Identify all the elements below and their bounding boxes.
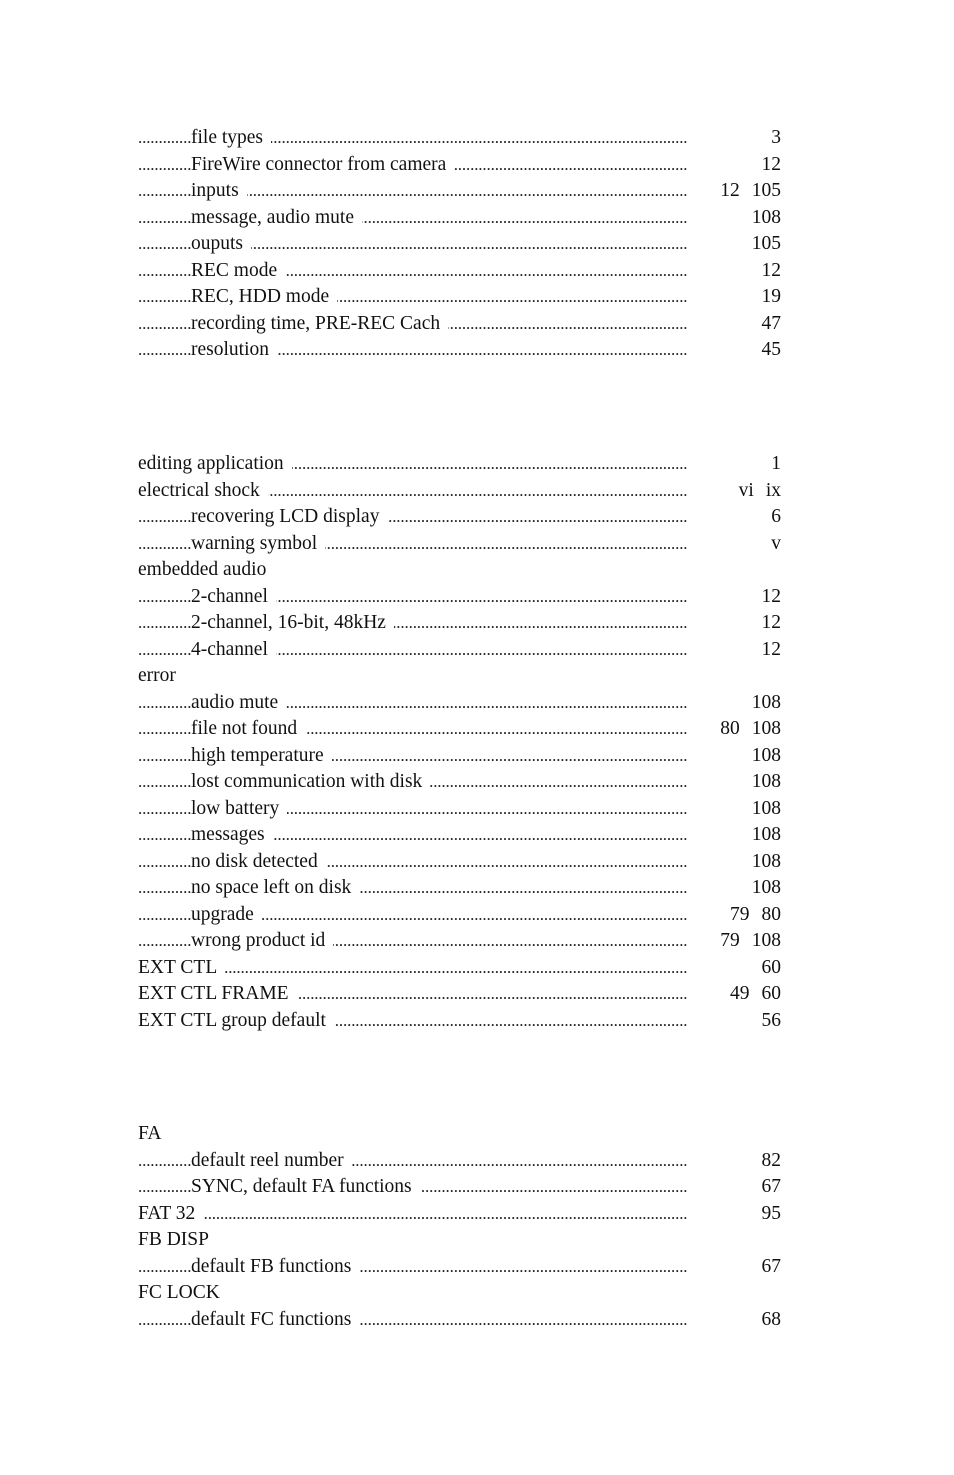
index-entry xyxy=(138,1227,781,1254)
index-term: no disk detected xyxy=(191,851,326,872)
index-page-refs xyxy=(749,205,781,232)
page-number: 108 xyxy=(751,206,781,228)
index-page-refs xyxy=(717,928,781,955)
page-number: 12 xyxy=(761,153,781,175)
page-number: 60 xyxy=(761,983,781,1004)
index-section-continued xyxy=(138,125,781,364)
index-page-refs xyxy=(759,955,782,982)
index-subentry xyxy=(138,690,781,717)
index-term: REC mode xyxy=(191,260,285,281)
index-entry xyxy=(138,451,781,478)
index-page-refs xyxy=(759,610,782,637)
page-number: 12 xyxy=(761,585,781,607)
index-term: file not found xyxy=(191,718,305,739)
index-page-refs xyxy=(759,311,782,338)
index-page-refs xyxy=(736,478,781,505)
index-entry xyxy=(138,1280,781,1307)
index-subentry xyxy=(138,849,781,876)
page-number: vi xyxy=(738,479,754,501)
index-subentry xyxy=(138,125,781,152)
page-number: 108 xyxy=(751,771,781,792)
index-page-refs xyxy=(759,584,782,611)
index-term: warning symbol xyxy=(191,533,325,554)
index-page-refs xyxy=(759,1254,782,1281)
index-subentry xyxy=(138,902,781,929)
page-number: 105 xyxy=(751,233,781,254)
index-term: 2-channel xyxy=(191,586,276,607)
index-term: default FB functions xyxy=(191,1256,359,1277)
page-number: 49 xyxy=(730,983,750,1004)
index-term: editing application xyxy=(138,453,292,474)
index-page-refs xyxy=(759,1174,782,1201)
index-subentry xyxy=(138,311,781,338)
page-number: 80 xyxy=(720,718,740,739)
index-term: electrical shock xyxy=(138,480,268,501)
index-page-refs xyxy=(768,451,781,478)
page-number: 6 xyxy=(771,506,781,527)
index-term: low battery xyxy=(191,798,287,819)
index-subentry xyxy=(138,205,781,232)
page-number: 67 xyxy=(761,1255,781,1277)
index-section-e xyxy=(138,451,781,1034)
index-page-refs xyxy=(727,902,781,929)
index-entry xyxy=(138,478,781,505)
index-term: FA xyxy=(138,1123,169,1144)
index-subentry xyxy=(138,769,781,796)
page-number: 95 xyxy=(761,1202,781,1224)
index-term: EXT CTL xyxy=(138,957,225,978)
page-number: 1 xyxy=(771,453,781,474)
index-subentry xyxy=(138,1174,781,1201)
index-term: FAT 32 xyxy=(138,1203,203,1224)
index-subentry xyxy=(138,875,781,902)
index-term: audio mute xyxy=(191,692,286,713)
page-number: 68 xyxy=(761,1308,781,1330)
index-page-refs xyxy=(759,258,782,285)
index-page-refs xyxy=(749,822,781,849)
index-subentry xyxy=(138,1307,781,1334)
index-page-refs xyxy=(749,743,781,770)
page-number: 12 xyxy=(761,638,781,660)
index-term: 4-channel xyxy=(191,639,276,660)
index-entry xyxy=(138,663,781,690)
index-term: FC LOCK xyxy=(138,1282,228,1303)
page-number: 108 xyxy=(751,718,781,739)
page-number: ix xyxy=(765,479,781,501)
page-number: 108 xyxy=(751,797,781,819)
index-page-refs xyxy=(768,504,781,531)
index-term: 2-channel, 16-bit, 48kHz xyxy=(191,612,394,633)
index-entry xyxy=(138,1008,781,1035)
index-term: default FC functions xyxy=(191,1309,359,1330)
index-subentry xyxy=(138,822,781,849)
index-page-refs xyxy=(759,1307,782,1334)
page-number: 45 xyxy=(761,339,781,360)
page-number: 67 xyxy=(761,1176,781,1197)
index-term: REC, HDD mode xyxy=(191,286,337,307)
index-subentry xyxy=(138,231,781,258)
page-number: 3 xyxy=(771,127,781,148)
index-subentry xyxy=(138,584,781,611)
index-term: EXT CTL FRAME xyxy=(138,983,297,1004)
index-term: FireWire connector from camera xyxy=(191,154,454,175)
index-page-refs xyxy=(749,690,781,717)
index-page-refs xyxy=(759,637,782,664)
index-term: default reel number xyxy=(191,1150,352,1171)
page-number: 105 xyxy=(751,180,781,201)
index-subentry xyxy=(138,796,781,823)
index-subentry xyxy=(138,1148,781,1175)
index-term: high temperature xyxy=(191,745,332,766)
page-number: 12 xyxy=(761,612,781,633)
page-number: 19 xyxy=(761,286,781,307)
index-term: inputs xyxy=(191,180,247,201)
index-page-refs xyxy=(759,152,782,179)
index-term: message, audio mute xyxy=(191,207,362,228)
index-term: recording time, PRE-REC Cach xyxy=(191,313,448,334)
index-page-refs xyxy=(759,337,782,364)
index-entry xyxy=(138,955,781,982)
index-subentry xyxy=(138,743,781,770)
page-number: 108 xyxy=(751,824,781,845)
index-subentry xyxy=(138,716,781,743)
page-number: 82 xyxy=(761,1149,781,1171)
index-term: error xyxy=(138,665,184,686)
index-term: wrong product id xyxy=(191,930,333,951)
index-page-refs xyxy=(759,284,782,311)
index-section-f xyxy=(138,1121,781,1333)
index-subentry xyxy=(138,284,781,311)
index-page-refs xyxy=(759,1148,782,1175)
page-number: 108 xyxy=(751,744,781,766)
index-entry xyxy=(138,981,781,1008)
page-number: 47 xyxy=(761,312,781,334)
index-page-refs xyxy=(749,231,781,258)
index-page-refs xyxy=(759,1008,782,1035)
index-term: recovering LCD display xyxy=(191,506,387,527)
index-term: messages xyxy=(191,824,273,845)
page-number: 79 xyxy=(730,903,750,925)
page-number: 80 xyxy=(761,903,781,925)
index-subentry xyxy=(138,610,781,637)
index-subentry xyxy=(138,928,781,955)
index-page-refs xyxy=(717,716,781,743)
index-page-refs xyxy=(717,178,781,205)
index-subentry xyxy=(138,152,781,179)
page-number: 56 xyxy=(761,1009,781,1031)
index-term: no space left on disk xyxy=(191,877,359,898)
page-number: 108 xyxy=(751,850,781,872)
index-term: embedded audio xyxy=(138,559,274,580)
index-term: ouputs xyxy=(191,233,251,254)
page-number: 60 xyxy=(761,956,781,978)
page-number: 108 xyxy=(751,930,781,951)
index-page-refs xyxy=(749,769,781,796)
index-page-refs xyxy=(749,849,781,876)
index-term: SYNC, default FA functions xyxy=(191,1176,420,1197)
index-subentry xyxy=(138,637,781,664)
index-subentry xyxy=(138,258,781,285)
page-number: 12 xyxy=(720,180,740,201)
index-page-refs xyxy=(759,1201,782,1228)
index-term: FB DISP xyxy=(138,1229,217,1250)
index-subentry xyxy=(138,178,781,205)
page-number: 79 xyxy=(720,930,740,951)
index-term: lost communication with disk xyxy=(191,771,430,792)
index-term: EXT CTL group default xyxy=(138,1010,334,1031)
index-entry xyxy=(138,1121,781,1148)
page-number: 12 xyxy=(761,259,781,281)
index-subentry xyxy=(138,1254,781,1281)
index-term: resolution xyxy=(191,339,277,360)
page-number: 108 xyxy=(751,877,781,898)
index-entry xyxy=(138,557,781,584)
index-term: file types xyxy=(191,127,271,148)
page-number: v xyxy=(771,532,781,554)
index-entry xyxy=(138,1201,781,1228)
index-page-refs xyxy=(727,981,781,1008)
index-page-refs xyxy=(749,875,781,902)
index-page-refs xyxy=(768,531,781,558)
index-subentry xyxy=(138,504,781,531)
index-page-refs xyxy=(768,125,781,152)
index-subentry xyxy=(138,531,781,558)
index-page-refs xyxy=(749,796,781,823)
index-subentry xyxy=(138,337,781,364)
page-number: 108 xyxy=(751,691,781,713)
index-term: upgrade xyxy=(191,904,262,925)
